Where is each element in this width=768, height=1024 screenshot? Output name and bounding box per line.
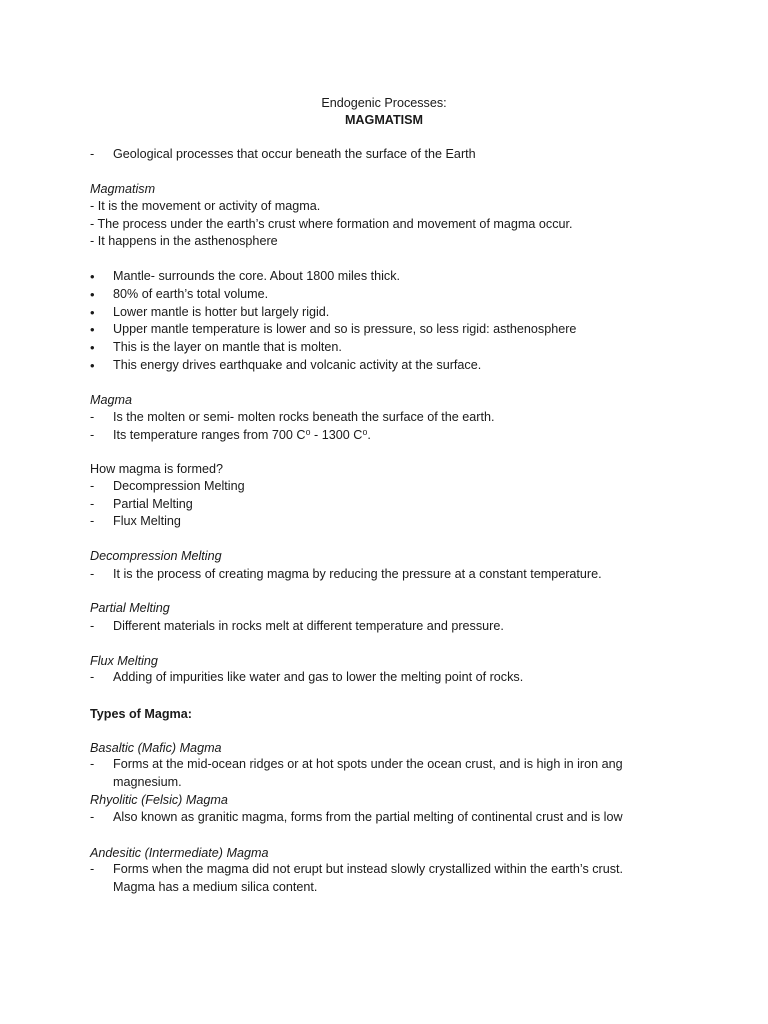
rhyolitic-text: Also known as granitic magma, forms from the partial melting of continental crust and is low — [113, 810, 623, 824]
dash-marker: - — [90, 567, 95, 581]
partial-text: Different materials in rocks melt at different temperature and pressure. — [113, 619, 504, 633]
mantle-bullet-text: This is the layer on mantle that is molten. — [113, 340, 342, 354]
magma-item-text: Is the molten or semi- molten rocks beneath the surface of the earth. — [113, 410, 495, 424]
andesitic-heading: Andesitic (Intermediate) Magma — [90, 846, 269, 860]
bullet-marker: • — [90, 358, 95, 373]
decompression-heading: Decompression Melting — [90, 549, 222, 563]
title-line-1: Endogenic Processes: — [321, 96, 447, 110]
dash-marker: - — [90, 479, 95, 493]
dash-marker: - — [90, 810, 95, 824]
mantle-bullet-text: 80% of earth’s total volume. — [113, 287, 269, 301]
dash-marker: - — [90, 428, 95, 442]
dash-marker: - — [90, 619, 95, 633]
dash-marker: - — [90, 670, 95, 684]
formation-item-text: Decompression Melting — [113, 479, 245, 493]
dash-marker: - — [90, 497, 95, 511]
types-heading: Types of Magma: — [90, 707, 192, 721]
dash-marker: - — [90, 514, 95, 528]
basaltic-text-line-2: magnesium. — [113, 775, 182, 789]
mantle-bullet-text: Upper mantle temperature is lower and so is pressure, so less rigid: asthenosphere — [113, 322, 577, 336]
formation-item-text: Partial Melting — [113, 497, 193, 511]
formation-heading: How magma is formed? — [90, 462, 223, 476]
dash-marker: - — [90, 410, 95, 424]
decompression-text: It is the process of creating magma by reducing the pressure at a constant temperature. — [113, 567, 602, 581]
rhyolitic-heading: Rhyolitic (Felsic) Magma — [90, 793, 228, 807]
basaltic-text-line-1: Forms at the mid-ocean ridges or at hot spots under the ocean crust, and is high in iron ang — [113, 757, 623, 771]
magmatism-heading: Magmatism — [90, 182, 156, 196]
andesitic-text-line-2: Magma has a medium silica content. — [113, 880, 318, 894]
bullet-marker: • — [90, 287, 95, 302]
bullet-marker: • — [90, 322, 95, 337]
bullet-marker: • — [90, 340, 95, 355]
formation-item-text: Flux Melting — [113, 514, 181, 528]
flux-heading: Flux Melting — [90, 654, 158, 668]
mantle-bullet-text: This energy drives earthquake and volcanic activity at the surface. — [113, 358, 482, 372]
intro-text: Geological processes that occur beneath the surface of the Earth — [113, 147, 476, 161]
magma-heading: Magma — [90, 393, 132, 407]
bullet-marker: • — [90, 305, 95, 320]
magmatism-line-1: - It is the movement or activity of magma. — [90, 199, 321, 213]
partial-heading: Partial Melting — [90, 601, 170, 615]
magma-item-text: Its temperature ranges from 700 C⁰ - 1300 C⁰. — [113, 428, 371, 442]
mantle-bullet-text: Mantle- surrounds the core. About 1800 miles thick. — [113, 269, 401, 283]
dash-marker: - — [90, 862, 95, 876]
title-line-2: MAGMATISM — [344, 113, 424, 127]
dash-marker: - — [90, 757, 95, 771]
magmatism-line-3: - It happens in the asthenosphere — [90, 234, 278, 248]
dash-marker: - — [90, 147, 95, 161]
bullet-marker: • — [90, 269, 95, 284]
magmatism-line-2: - The process under the earth’s crust where formation and movement of magma occur. — [90, 217, 573, 231]
andesitic-text-line-1: Forms when the magma did not erupt but instead slowly crystallized within the earth’s crust. — [113, 862, 624, 876]
basaltic-heading: Basaltic (Mafic) Magma — [90, 741, 222, 755]
flux-text: Adding of impurities like water and gas to lower the melting point of rocks. — [113, 670, 524, 684]
mantle-bullet-text: Lower mantle is hotter but largely rigid. — [113, 305, 330, 319]
